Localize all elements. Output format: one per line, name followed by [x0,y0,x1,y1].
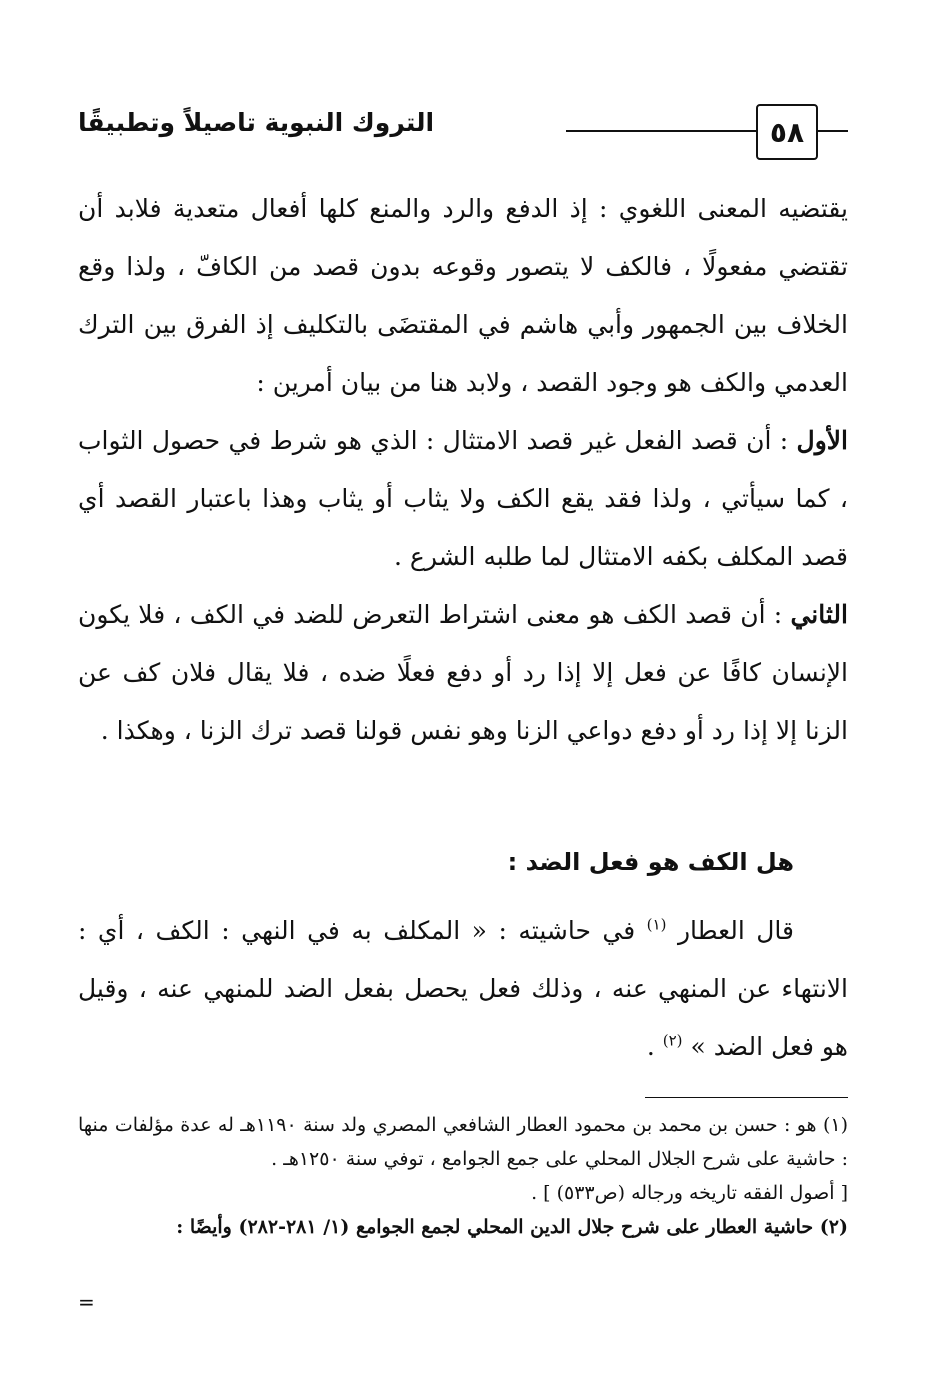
footnote-1-source: [ أصول الفقه تاريخه ورجاله (ص٥٣٣) ] . [531,1182,848,1204]
running-title: التروك النبوية تاصيلاً وتطبيقًا [78,108,435,137]
second-point-text: : أن قصد الكف هو معنى اشتراط التعرض للضد في الكف ، فلا يكون الإنسان كافًا عن فعل إلا إذا رد أو دفع فعلًا ضده ، فلا يقال فلان كف عن الزنا إلا إذا رد أو دفع دواعي الزنا وهو نفس قولنا قصد ترك الزنا ، وهكذا . [78,600,848,745]
footnote-ref-1: (١) [646,915,667,934]
quote-body: في حاشيته : « المكلف به في النهي : الكف ، أي : الانتهاء عن المنهي عنه ، وذلك فعل يحصل بفعل الضد للمنهي عنه ، وقيل هو فعل الضد » [78,916,848,1061]
quote-paragraph [78,902,848,1076]
first-point-label: الأول [796,426,848,455]
header-rule-middle [566,130,756,132]
page-number: ٥٨ [756,104,818,160]
second-point-paragraph [78,586,848,760]
page-header [78,100,848,164]
quote-text [78,902,848,1076]
quote-start: قال العطار [666,916,794,945]
continuation-mark: = [78,1290,95,1314]
footnote-2: (٢) حاشية العطار على شرح جلال الدين المحلي لجمع الجوامع (١/ ٢٨١-٢٨٢) وأيضًا : [176,1216,848,1238]
section-heading: هل الكف هو فعل الضد : [507,848,794,876]
header-rule-right [818,130,848,132]
footnote-separator [645,1097,848,1098]
main-text [78,180,848,760]
footnote-1: (١) هو : حسن بن محمد بن محمود العطار الشافعي المصري ولد سنة ١١٩٠هـ له عدة مؤلفات منها : حاشية على شرح الجلال المحلي على جمع الجوامع ، توفي سنة ١٢٥٠هـ . [78,1114,849,1170]
quote-end: . [646,1032,663,1061]
intro-paragraph: يقتضيه المعنى اللغوي : إذ الدفع والرد والمنع كلها أفعال متعدية فلابد أن تقتضي مفعولًا ، فالكف لا يتصور وقوعه بدون قصد من الكافّ ، ولذا وقع الخلاف بين الجمهور وأبي هاشم في المقتضَى بالتكليف إذ الفرق بين الترك العدمي والكف هو وجود القصد ، ولابد هنا من بيان أمرين : [78,194,848,397]
second-point-label: الثاني [790,600,848,629]
first-point-paragraph [78,412,848,586]
footnote-ref-2: (٢) [662,1031,683,1050]
first-point-text: : أن قصد الفعل غير قصد الامتثال : الذي هو شرط في حصول الثواب ، كما سيأتي ، ولذا فقد يقع الكف ولا يثاب أو يثاب وهذا باعتبار القصد أي قصد المكلف بكفه الامتثال لما طلبه الشرع . [78,426,848,571]
footnotes [78,1108,848,1244]
